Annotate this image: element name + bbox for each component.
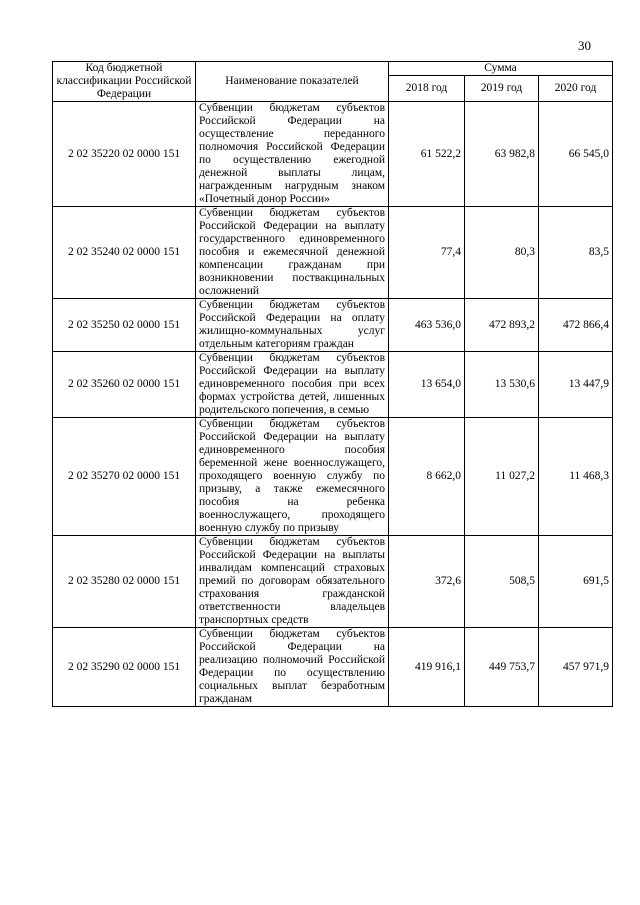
sum-2020: 13 447,9 xyxy=(539,352,613,418)
sum-2020: 66 545,0 xyxy=(539,102,613,207)
header-year-2020: 2020 год xyxy=(539,76,613,102)
header-year-2019: 2019 год xyxy=(465,76,539,102)
sum-2018: 463 536,0 xyxy=(389,299,465,352)
sum-2020: 457 971,9 xyxy=(539,628,613,707)
budget-code: 2 02 35220 02 0000 151 xyxy=(53,102,196,207)
sum-2018: 372,6 xyxy=(389,536,465,628)
indicator-name: Субвенции бюджетам субъектов Российской Федерации на оплату жилищно-коммунальных услуг отдельным категориям граждан xyxy=(196,299,389,352)
budget-code: 2 02 35250 02 0000 151 xyxy=(53,299,196,352)
table-row xyxy=(53,207,613,299)
header-year-2018: 2018 год xyxy=(389,76,465,102)
indicator-name: Субвенции бюджетам субъектов Российской Федерации на выплату государственного единовременного пособия и ежемесячной денежной компенсации гражданам при возникновении поствакцинальных осложнений xyxy=(196,207,389,299)
sum-2018: 419 916,1 xyxy=(389,628,465,707)
budget-code: 2 02 35240 02 0000 151 xyxy=(53,207,196,299)
sum-2019: 508,5 xyxy=(465,536,539,628)
sum-2020: 691,5 xyxy=(539,536,613,628)
budget-code: 2 02 35270 02 0000 151 xyxy=(53,418,196,536)
sum-2018: 77,4 xyxy=(389,207,465,299)
sum-2019: 13 530,6 xyxy=(465,352,539,418)
header-code: Код бюджетной классификации Российской Федерации xyxy=(53,62,196,102)
sum-2019: 449 753,7 xyxy=(465,628,539,707)
sum-2018: 61 522,2 xyxy=(389,102,465,207)
table-row xyxy=(53,628,613,707)
page-number: 30 xyxy=(578,38,591,53)
budget-code: 2 02 35260 02 0000 151 xyxy=(53,352,196,418)
sum-2019: 11 027,2 xyxy=(465,418,539,536)
budget-code: 2 02 35280 02 0000 151 xyxy=(53,536,196,628)
table-row xyxy=(53,102,613,207)
table-row xyxy=(53,536,613,628)
indicator-name: Субвенции бюджетам субъектов Российской Федерации на осуществление переданного полномочия Российской Федерации по осуществлению ежегодной денежной выплаты лицам, награжденным нагрудным знаком «Почетный донор России» xyxy=(196,102,389,207)
budget-code: 2 02 35290 02 0000 151 xyxy=(53,628,196,707)
sum-2020: 83,5 xyxy=(539,207,613,299)
table-row xyxy=(53,418,613,536)
budget-table xyxy=(52,61,613,707)
indicator-name: Субвенции бюджетам субъектов Российской Федерации на выплаты инвалидам компенсаций страховых премий по договорам обязательного страхования гражданской ответственности владельцев транспортных средств xyxy=(196,536,389,628)
sum-2020: 472 866,4 xyxy=(539,299,613,352)
sum-2019: 472 893,2 xyxy=(465,299,539,352)
sum-2019: 80,3 xyxy=(465,207,539,299)
table-row xyxy=(53,299,613,352)
table-row xyxy=(53,352,613,418)
indicator-name: Субвенции бюджетам субъектов Российской Федерации на выплату единовременного пособия беременной жене военнослужащего, проходящего военную службу по призыву, а также ежемесячного пособия на ребенка военнослужащего, проходящего военную службу по призыву xyxy=(196,418,389,536)
header-name: Наименование показателей xyxy=(196,62,389,102)
sum-2019: 63 982,8 xyxy=(465,102,539,207)
header-sum: Сумма xyxy=(389,62,613,76)
indicator-name: Субвенции бюджетам субъектов Российской Федерации на выплату единовременного пособия при всех формах устройства детей, лишенных родительского попечения, в семью xyxy=(196,352,389,418)
sum-2020: 11 468,3 xyxy=(539,418,613,536)
sum-2018: 8 662,0 xyxy=(389,418,465,536)
indicator-name: Субвенции бюджетам субъектов Российской Федерации на реализацию полномочий Российской Федерации по осуществлению социальных выплат безработным гражданам xyxy=(196,628,389,707)
sum-2018: 13 654,0 xyxy=(389,352,465,418)
